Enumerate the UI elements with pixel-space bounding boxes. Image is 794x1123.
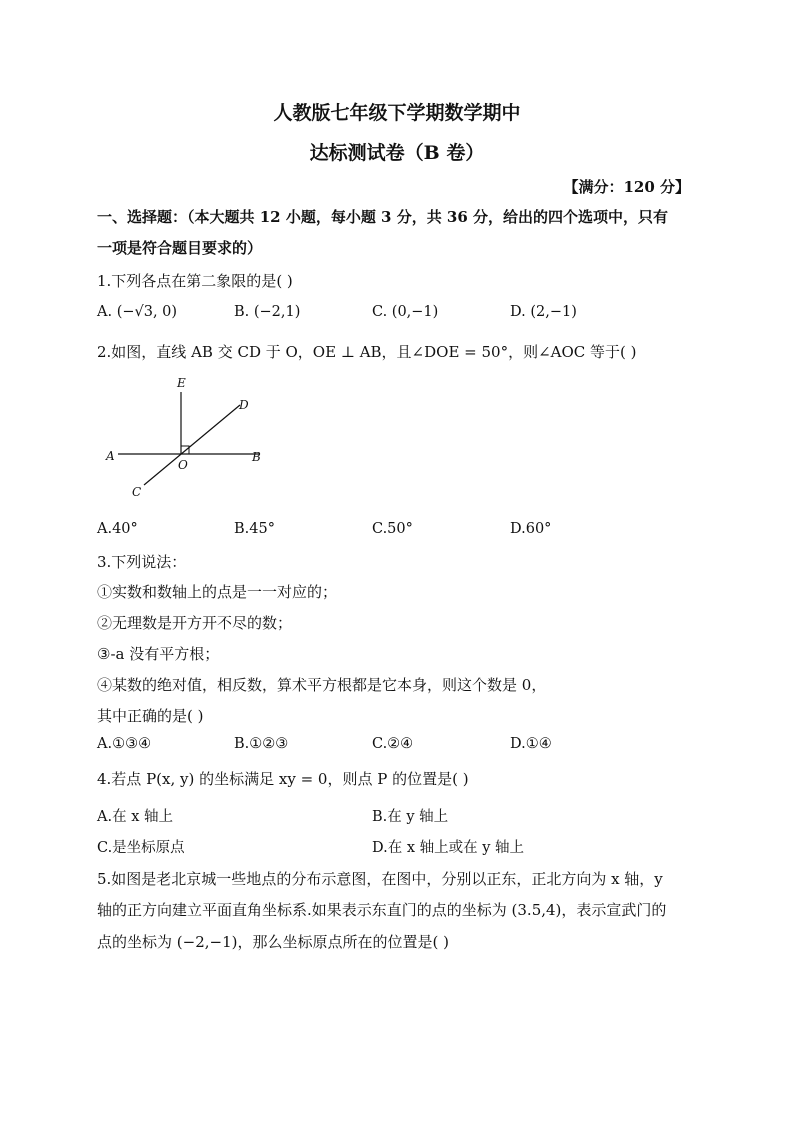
label-d: D [239,398,249,412]
exam-title: 人教版七年级下学期数学期中 [273,102,521,124]
question-2-stem: 2.如图，直线 AB 交 CD 于 O，OE ⊥ AB，且∠DOE = 50°，则∠AOC 等于( ) [97,343,637,361]
full-score: 【满分：120 分】 [563,178,690,196]
q3-statement-2: ②无理数是开方开不尽的数； [97,614,293,632]
question-3-stem: 3.下列说法： [97,553,187,571]
question-5-line-1: 5.如图是老北京城一些地点的分布示意图，在图中，分别以正东，正北方向为 x 轴，y [97,870,663,888]
question-5-line-3: 点的坐标为 (−2,−1)，那么坐标原点所在的位置是( ) [97,933,449,951]
q1-option-a: A. (−√3, 0) [97,304,178,320]
q3-option-a: A.①③④ [97,736,152,752]
label-b: B [252,450,261,464]
q2-option-a: A.40° [97,521,138,537]
q3-option-c: C.②④ [372,736,414,752]
q1-option-d: D. (2,−1) [510,304,577,320]
line-cd [144,405,240,485]
exam-subtitle: 达标测试卷（B 卷） [309,142,485,164]
question-5-line-2: 轴的正方向建立平面直角坐标系.如果表示东直门的点的坐标为 (3.5,4)，表示宣武门的 [97,901,667,919]
q2-option-d: D.60° [510,521,552,537]
q4-option-c: C.是坐标原点 [97,840,185,856]
q3-ask: 其中正确的是( ) [97,707,204,725]
section-heading-cont: 一项是符合题目要求的） [97,239,263,257]
q3-option-d: D.①④ [510,736,552,752]
q3-statement-3: ③-a 没有平方根； [97,645,220,663]
question-1-stem: 1.下列各点在第二象限的是( ) [97,272,293,290]
label-o: O [178,458,188,472]
q4-option-a: A.在 x 轴上 [97,809,173,825]
question-4-stem: 4.若点 P(x, y) 的坐标满足 xy = 0，则点 P 的位置是( ) [97,770,469,788]
q1-option-b: B. (−2,1) [234,304,301,320]
q4-option-d: D.在 x 轴上或在 y 轴上 [372,840,525,856]
section-heading: 一、选择题：（本大题共 12 小题，每小题 3 分，共 36 分，给出的四个选项中，只有 [97,208,669,226]
q3-option-b: B.①②③ [234,736,289,752]
q3-statement-4: ④某数的绝对值，相反数，算术平方根都是它本身，则这个数是 0， [97,676,547,694]
label-e: E [177,376,186,390]
q2-option-b: B.45° [234,521,275,537]
angle-figure [100,372,270,502]
q2-option-c: C.50° [372,521,413,537]
q4-option-b: B.在 y 轴上 [372,809,449,825]
label-c: C [132,485,142,499]
q3-statement-1: ①实数和数轴上的点是一一对应的； [97,583,338,601]
label-a: A [106,449,115,463]
q1-option-c: C. (0,−1) [372,304,439,320]
